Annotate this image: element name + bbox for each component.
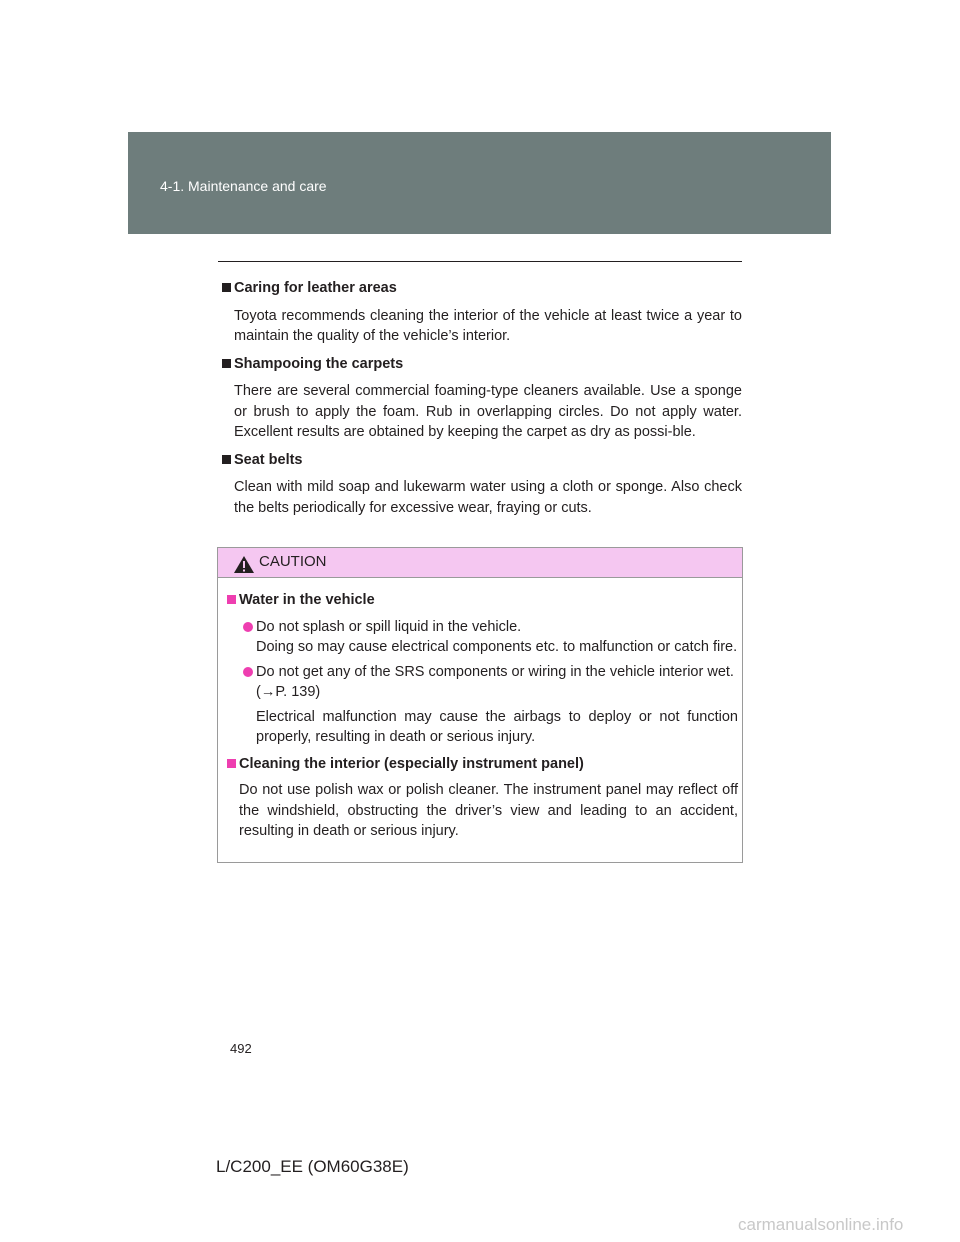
divider-rule [218, 261, 742, 262]
heading-text: Caring for leather areas [234, 280, 397, 296]
bullet-subtext: Doing so may cause electrical components etc. to malfunction or catch fire. [256, 639, 738, 655]
square-bullet-icon [222, 455, 231, 464]
heading-text: Shampooing the carpets [234, 355, 404, 372]
caution-body [218, 578, 742, 842]
section-text-carpets: There are several commercial foaming-type cleaners available. Use a sponge or brush to apply the foam. Rub in overlapping circles. Do not apply water. Excellent results are obtained by keeping the carpet as dry as possi-ble. [234, 383, 742, 440]
section-text-seat-belts: Clean with mild soap and lukewarm water using a cloth or sponge. Also check the belts periodically for excessive wear, fraying or cuts. [234, 479, 742, 516]
heading-text: Water in the vehicle [239, 592, 375, 608]
watermark: carmanualsonline.info [738, 1215, 904, 1234]
main-content [218, 278, 742, 525]
section-text-leather: Toyota recommends cleaning the interior of the vehicle at least twice a year to maintain the quality of the vehicle’s interior. [234, 307, 742, 344]
caution-bullet-splash [225, 617, 738, 658]
caution-text-interior: Do not use polish wax or polish cleaner. The instrument panel may reflect off the windshield, obstructing the driver’s view and leading to an accident, resulting in death or serious injury. [239, 782, 738, 839]
round-bullet-icon [243, 622, 253, 632]
warning-triangle-icon [233, 555, 255, 574]
document-id: L/C200_EE (OM60G38E) [216, 1157, 409, 1176]
heading-text: Cleaning the interior (especially instrument panel) [239, 755, 584, 772]
section-heading-leather [218, 278, 742, 299]
caution-box [217, 547, 743, 863]
page-number: 492 [230, 1041, 252, 1056]
square-bullet-icon [222, 359, 231, 368]
section-title: 4-1. Maintenance and care [160, 178, 327, 194]
section-heading-carpets [218, 354, 742, 375]
caution-header [218, 548, 742, 578]
section-header-band [128, 132, 831, 234]
caution-heading-water [223, 590, 738, 611]
bullet-text: Do not splash or spill liquid in the vehicle. [256, 618, 522, 635]
section-heading-seat-belts [218, 450, 742, 471]
caution-heading-interior [223, 754, 738, 775]
caution-title: CAUTION [259, 553, 327, 570]
caution-bullet-srs [225, 662, 738, 703]
bullet-subtext-srs: Electrical malfunction may cause the airbags to deploy or not function properly, resulting in death or serious injury. [256, 708, 738, 745]
bullet-text: Do not get any of the SRS components or wiring in the vehicle interior wet. [256, 663, 734, 680]
square-bullet-icon [227, 759, 236, 768]
square-bullet-icon [227, 595, 236, 604]
square-bullet-icon [222, 283, 231, 292]
heading-text: Seat belts [234, 451, 303, 468]
round-bullet-icon [243, 667, 253, 677]
page-reference: (→P. 139) [256, 684, 321, 700]
